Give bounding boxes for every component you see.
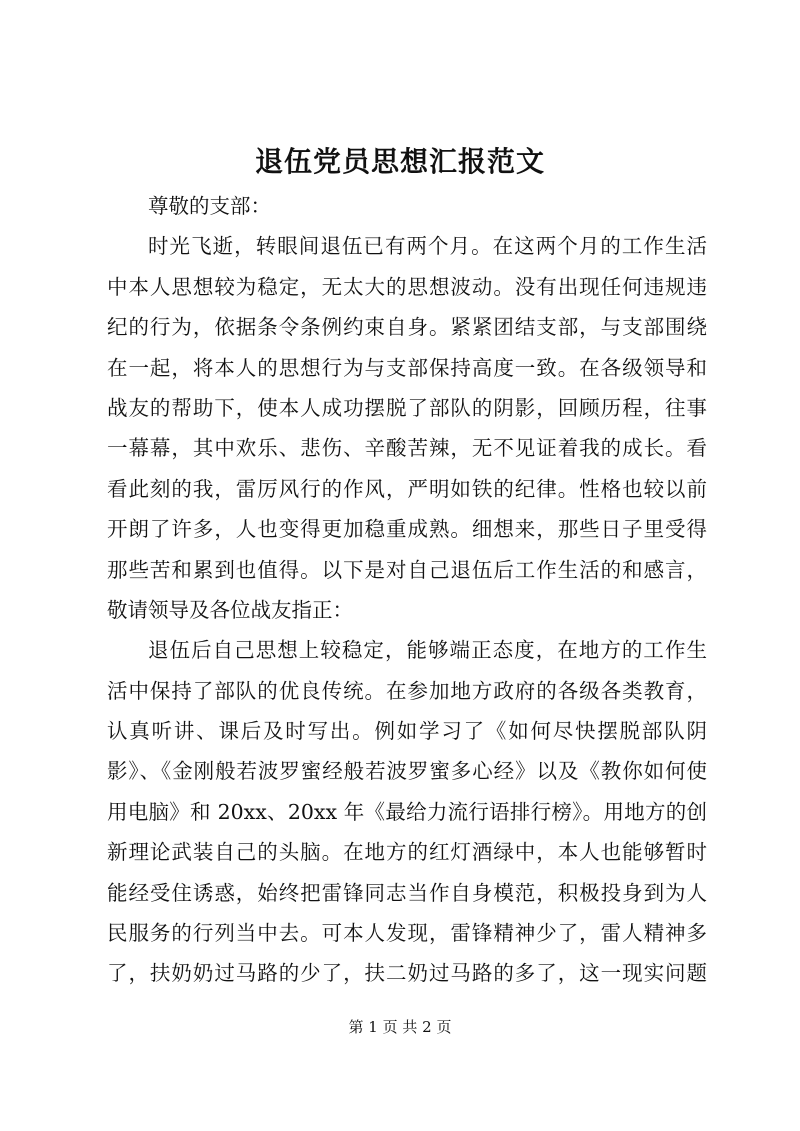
document-body	[107, 186, 707, 994]
paragraph-line: 能经受住诱惑，始终把雷锋同志当作自身模范，积极投身到为人	[107, 880, 707, 905]
paragraph-line: 了，扶奶奶过马路的少了，扶二奶过马路的多了，这一现实问题	[107, 961, 707, 986]
paragraph-line: 看此刻的我，雷厉风行的作风，严明如铁的纪律。性格也较以前	[107, 476, 707, 501]
paragraph-line: 认真听讲、课后及时写出。例如学习了《如何尽快摆脱部队阴	[107, 719, 707, 744]
salutation-line: 尊敬的支部：	[148, 194, 271, 218]
paragraph-line: 影》、《金刚般若波罗蜜经般若波罗蜜多心经》以及《教你如何使	[107, 759, 707, 784]
paragraph-line: 在一起，将本人的思想行为与支部保持高度一致。在各级领导和	[107, 355, 707, 380]
document-title: 退伍党员思想汇报范文	[254, 145, 545, 178]
page-number-footer: 第 1 页 共 2 页	[348, 1018, 452, 1036]
paragraph-line: 民服务的行列当中去。可本人发现，雷锋精神少了，雷人精神多	[107, 921, 707, 946]
paragraph-line: 纪的行为，依据条令条例约束自身。紧紧团结支部，与支部围绕	[107, 315, 707, 340]
paragraph-line: 退伍后自己思想上较稳定，能够端正态度，在地方的工作生	[148, 638, 707, 663]
paragraph-line: 用电脑》和 20xx、20xx 年《最给力流行语排行榜》。用地方的创	[107, 799, 707, 824]
paragraph-line: 新理论武装自己的头脑。在地方的红灯酒绿中，本人也能够暂时	[107, 840, 707, 865]
paragraph-line: 那些苦和累到也值得。以下是对自己退伍后工作生活的和感言，	[107, 557, 707, 582]
paragraph-line: 一幕幕，其中欢乐、悲伤、辛酸苦辣，无不见证着我的成长。看	[107, 436, 707, 461]
paragraph-line: 时光飞逝，转眼间退伍已有两个月。在这两个月的工作生活	[148, 234, 707, 259]
paragraph-line: 中本人思想较为稳定，无太大的思想波动。没有出现任何违规违	[107, 274, 707, 299]
paragraph-line: 开朗了许多，人也变得更加稳重成熟。细想来，那些日子里受得	[107, 517, 707, 542]
paragraph-line: 敬请领导及各位战友指正：	[107, 597, 353, 622]
paragraph-line: 活中保持了部队的优良传统。在参加地方政府的各级各类教育，	[107, 678, 707, 703]
paragraph-line: 战友的帮助下，使本人成功摆脱了部队的阴影，回顾历程，往事	[107, 395, 707, 420]
